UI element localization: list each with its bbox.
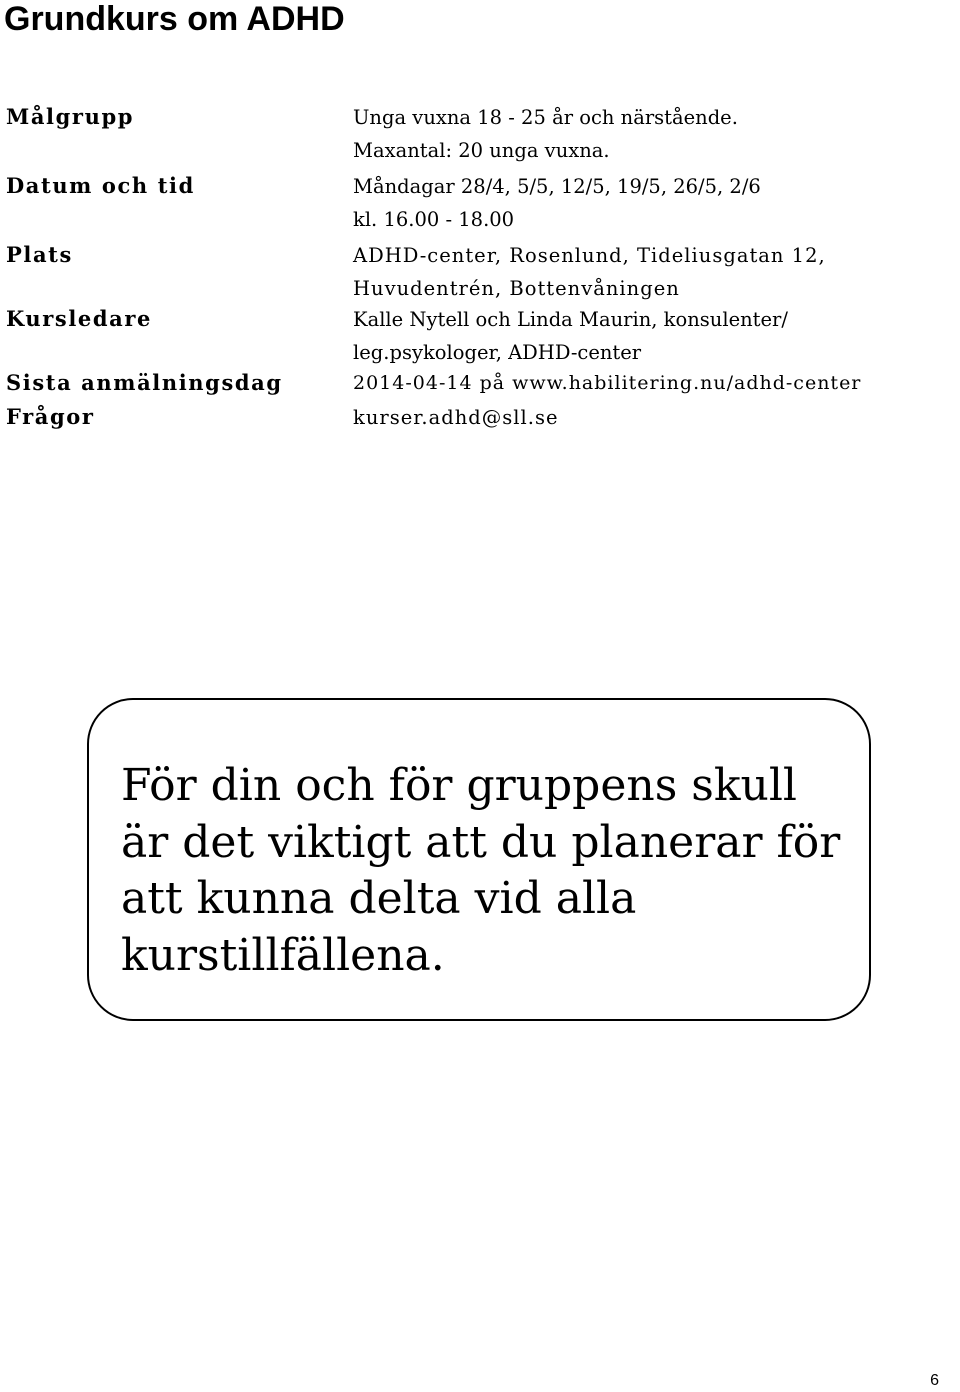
value-line: Unga vuxna 18 - 25 år och närstående. <box>353 106 738 129</box>
value-line: leg.psykologer, ADHD-center <box>353 341 642 364</box>
value-line: Maxantal: 20 unga vuxna. <box>353 139 610 162</box>
label-fragor: Frågor <box>6 404 95 429</box>
notice-text: För din och för gruppens skull är det viktigt att du planerar för att kunna delta vid alla kurstillfällena. <box>121 760 841 981</box>
value-line: 2014-04-14 på www.habilitering.nu/adhd-center <box>353 372 862 394</box>
value-line: kl. 16.00 - 18.00 <box>353 208 515 231</box>
value-line: Huvudentrén, Bottenvåningen <box>353 277 680 300</box>
value-line: Måndagar 28/4, 5/5, 12/5, 19/5, 26/5, 2/6 <box>353 175 761 198</box>
label-malgrupp: Målgrupp <box>6 104 135 129</box>
value-plats <box>353 239 826 305</box>
page-title: Grundkurs om ADHD <box>4 0 345 38</box>
value-line: Kalle Nytell och Linda Maurin, konsulenter/ <box>353 308 788 331</box>
value-line: kurser.adhd@sll.se <box>353 406 559 429</box>
label-sista-anmalningsdag: Sista anmälningsdag <box>6 370 283 395</box>
label-kursledare: Kursledare <box>6 306 152 331</box>
value-kursledare <box>353 303 788 369</box>
label-datum: Datum och tid <box>6 173 195 198</box>
value-malgrupp <box>353 101 738 167</box>
value-sista-anmalningsdag <box>353 367 861 400</box>
value-datum <box>353 170 761 236</box>
page-number: 6 <box>930 1372 939 1389</box>
label-plats: Plats <box>6 242 73 267</box>
value-line: ADHD-center, Rosenlund, Tideliusgatan 12, <box>353 244 826 267</box>
notice-box <box>87 698 871 1021</box>
value-fragor <box>353 401 559 434</box>
